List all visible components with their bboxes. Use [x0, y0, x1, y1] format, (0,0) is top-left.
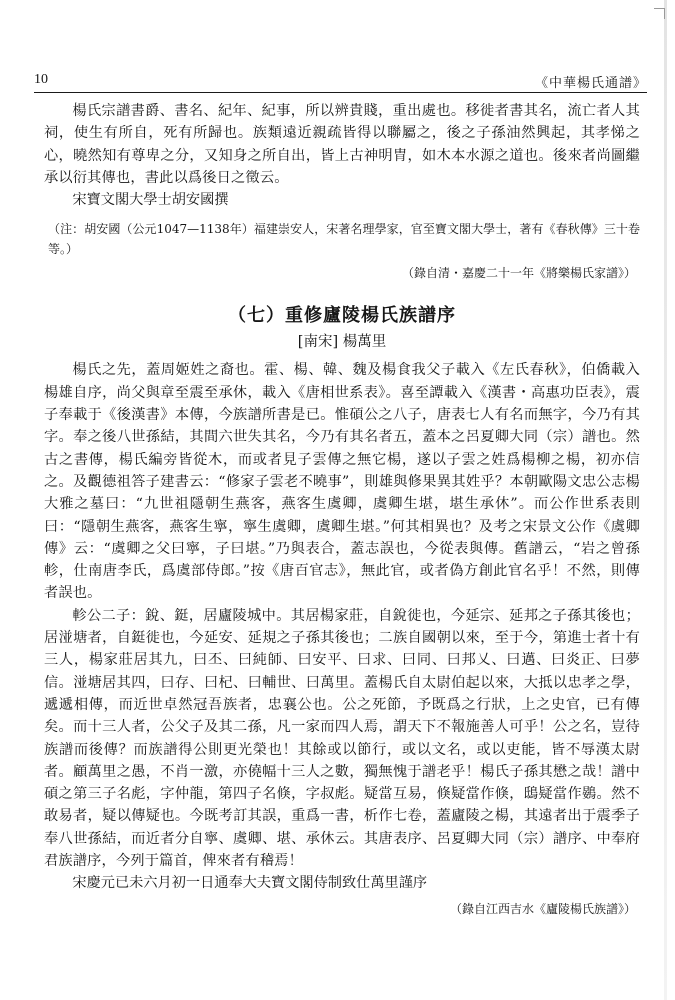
page-number: 10	[34, 72, 48, 87]
section2-paragraph-2: 軫公二子：銳、鋌，居廬陵城中。其居楊家莊，自銳徙也，今延宗、延邦之子孫其後也；居湴塘者，自鋌徙也，今延安、延規之子孫其後也；二族自國朝以來，至于今，第進士者十有三人，楊家莊居其九，曰丕、曰純師、曰安平、曰求、曰同、曰邦乂、曰邁、曰炎正、曰夢信。湴塘居其四，曰存、曰杞、曰輔世、曰萬里。蓋楊氏自太尉伯起以來，大抵以忠孝之學，遞遞相傳，而近世卓然冠吾族者，忠襄公也。公之死節，予既爲之行狀，上之史官，已有傳矣。而十三人者，公父子及其二孫，凡一家而四人焉，謂天下不報施善人可乎！公之名，豈待族譜而後傳？而族譜得公則更光榮也！其餘或以節行，或以文名，或以吏能，皆不辱漢太尉者。顧萬里之愚，不肖一激，亦僥幅十三人之數，獨無愧于譜老乎！楊氏子孫其懋之哉！譜中碩之第三子名彪，字仲龍，第四子名倏，字叔彪。疑當互易，倏疑當作倏，鴟疑當作鷃。然不敢易者，疑以傳疑也。今既考訂其誤，重爲一書，析作七卷，蓋廬陵之楊，其遠者出于震季子奉八世孫結，而近者分自寧、虞卿、堪、承休云。其唐表序、呂夏卿大同（宗）譜序、中奉府君族譜序，今列于篇首，俾來者有稽焉！	[44, 607, 640, 870]
section1-signature: 宋寶文閣大學士胡安國撰	[72, 192, 229, 209]
section2-source: （錄自江西吉水《廬陵楊氏族譜》）	[449, 901, 636, 916]
section1-source: （錄自清・嘉慶二十一年《將樂楊氏家譜》）	[401, 266, 636, 281]
section-title: （七）重修廬陵楊氏族譜序	[228, 305, 456, 327]
section-author: [南宋] 楊萬里	[297, 334, 387, 351]
scan-edge	[664, 0, 667, 1000]
header-rule	[34, 92, 647, 93]
page-content	[44, 100, 640, 919]
author-note: （注：胡安國（公元1047—1138年）福建崇安人，宋著名理學家，官至寶文閣大學士，著有《春秋傳》三十卷等。）	[48, 222, 640, 257]
section2-signature: 宋慶元已未六月初一日通奉大夫寶文閣侍制致仕萬里謹序	[72, 875, 428, 892]
section1-paragraph: 楊氏宗譜書爵、書名、紀年、紀事，所以辨貴賤，重出處也。移徙者書其名，流亡者人其祠，使生有所自，死有所歸也。族類遠近親疏皆得以聯屬之，後之子孫油然興起，其孝悌之心，曉然知有尊卑之分，又知身之所自出，皆上古神明胄，如木本水源之道也。後來者尚圖繼承以衍其傳也，書此以爲後日之徵云。	[44, 103, 640, 186]
section2-paragraph-1: 楊氏之先，蓋周姬姓之裔也。霍、楊、韓、魏及楊食我父子載入《左氏春秋》，伯僑載入楊雄自序，尚父與章至震至承休，載入《唐相世系表》。喜至譚載入《漢書・高惠功臣表》，震子奉載于《後漢書》本傳，今族譜所書是已。惟碩公之八子，唐表七人有名而無字，今乃有其字。奉之後八世孫結，其間六世失其名，今乃有其名者五，蓋本之呂夏卿大同（宗）譜也。然古之書傳，楊氏編旁皆從木，而或者見子雲傳之無它楊，遂以子雲之姓爲楊柳之楊，初亦信之。及觀德祖答子建書云：“修家子雲老不曉事”，則雄與修果異其姓乎？本朝歐陽文忠公志楊大雅之墓曰：“九世祖隱朝生燕客，燕客生虞卿，虞卿生堪，堪生承休”。而公作世系表則曰：“隱朝生燕客，燕客生寧，寧生虞卿，虞卿生堪。”何其相異也？及考之宋景文公作《虞卿傳》云：“虞卿之父曰寧，子曰堪。”乃與表合，蓋志誤也，今從表與傳。舊譜云，“岩之曾孫軫，仕南唐李氏，爲虞部侍郎。”按《唐百官志》，無此官，或者偽方創此官名乎！不然，則傳者誤也。	[44, 362, 640, 602]
running-title: 《中華楊氏通譜》	[534, 76, 647, 91]
corner-mark	[654, 8, 665, 19]
page-header	[34, 72, 647, 90]
